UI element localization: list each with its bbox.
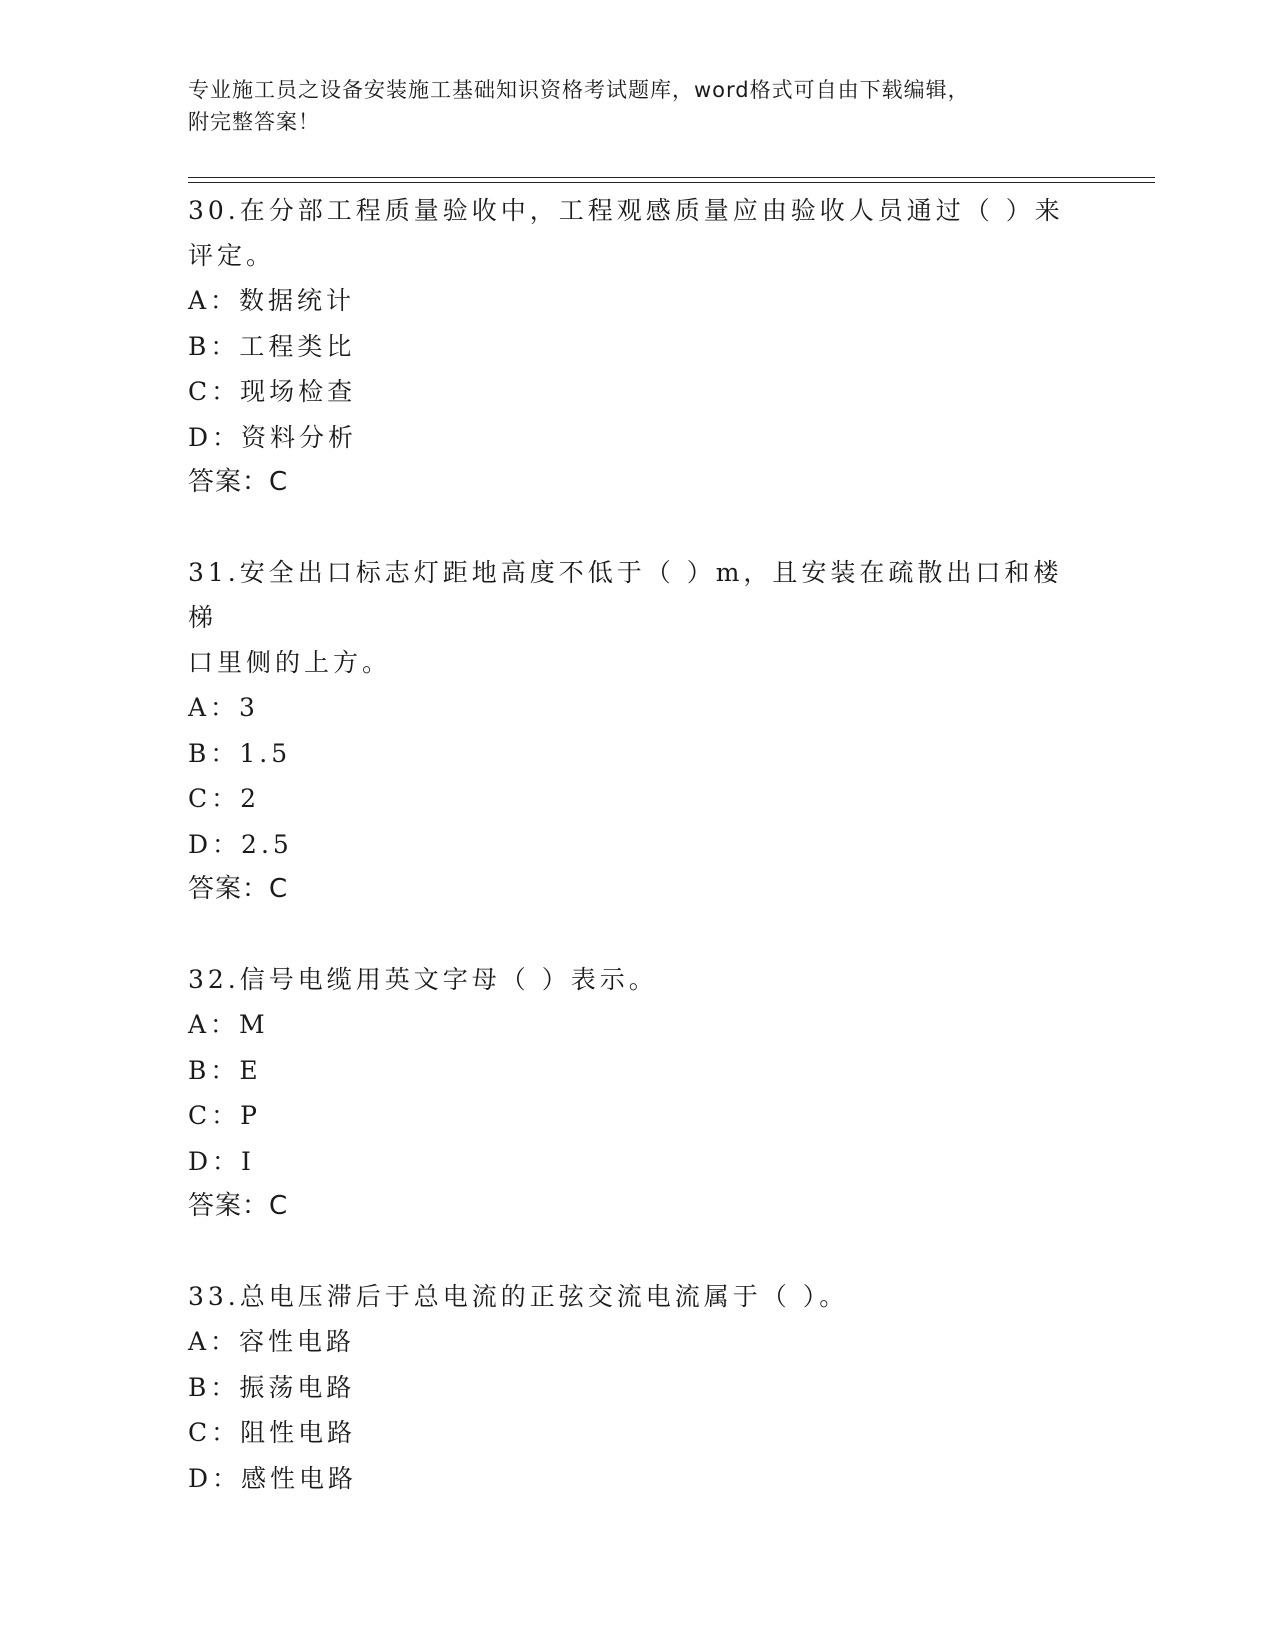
question-stem-line-1: 32.信号电缆用英文字母（ ）表示。 — [188, 965, 658, 994]
option-b: B：1.5 — [188, 738, 292, 768]
option-a: A：数据统计 — [188, 286, 356, 315]
question-32 — [188, 957, 1088, 1229]
option-c: C：现场检查 — [188, 377, 357, 406]
answer: 答案：C — [188, 1191, 289, 1221]
option-b: B：工程类比 — [188, 331, 356, 361]
question-gap — [188, 912, 1088, 957]
answer: 答案：C — [188, 874, 289, 904]
header-divider-bottom — [188, 182, 1155, 183]
header-line-2: 附完整答案！ — [188, 110, 320, 134]
question-stem-line-1: 31.安全出口标志灯距地高度不低于（ ）m，且安装在疏散出口和楼梯 — [188, 558, 1063, 632]
option-d: D：资料分析 — [188, 422, 358, 452]
option-b: B：振荡电路 — [188, 1372, 356, 1402]
document-header — [188, 74, 1088, 138]
option-c: C：2 — [188, 784, 261, 813]
option-a: A：3 — [188, 693, 259, 722]
option-d: D：感性电路 — [188, 1463, 358, 1493]
question-31 — [188, 550, 1088, 912]
question-30 — [188, 188, 1088, 505]
option-c: C：阻性电路 — [188, 1418, 357, 1447]
option-d: D：2.5 — [188, 829, 293, 859]
question-33 — [188, 1274, 1088, 1501]
option-d: D：I — [188, 1146, 255, 1176]
header-line-1: 专业施工员之设备安装施工基础知识资格考试题库，word格式可自由下载编辑， — [188, 78, 970, 102]
question-gap — [188, 505, 1088, 550]
option-c: C：P — [188, 1101, 261, 1130]
option-b: B：E — [188, 1055, 262, 1085]
answer: 答案：C — [188, 467, 289, 497]
question-list — [188, 188, 1088, 1501]
question-gap — [188, 1229, 1088, 1274]
question-stem-line-1: 33.总电压滞后于总电流的正弦交流电流属于（ ）。 — [188, 1282, 849, 1311]
option-a: A：M — [188, 1010, 269, 1039]
question-stem-line-2: 口里侧的上方。 — [188, 648, 392, 677]
header-divider-top — [188, 177, 1155, 178]
question-stem-line-1: 30.在分部工程质量验收中，工程观感质量应由验收人员通过（ ）来 — [188, 196, 1064, 225]
question-stem-line-2: 评定。 — [188, 241, 276, 270]
option-a: A：容性电路 — [188, 1327, 356, 1356]
